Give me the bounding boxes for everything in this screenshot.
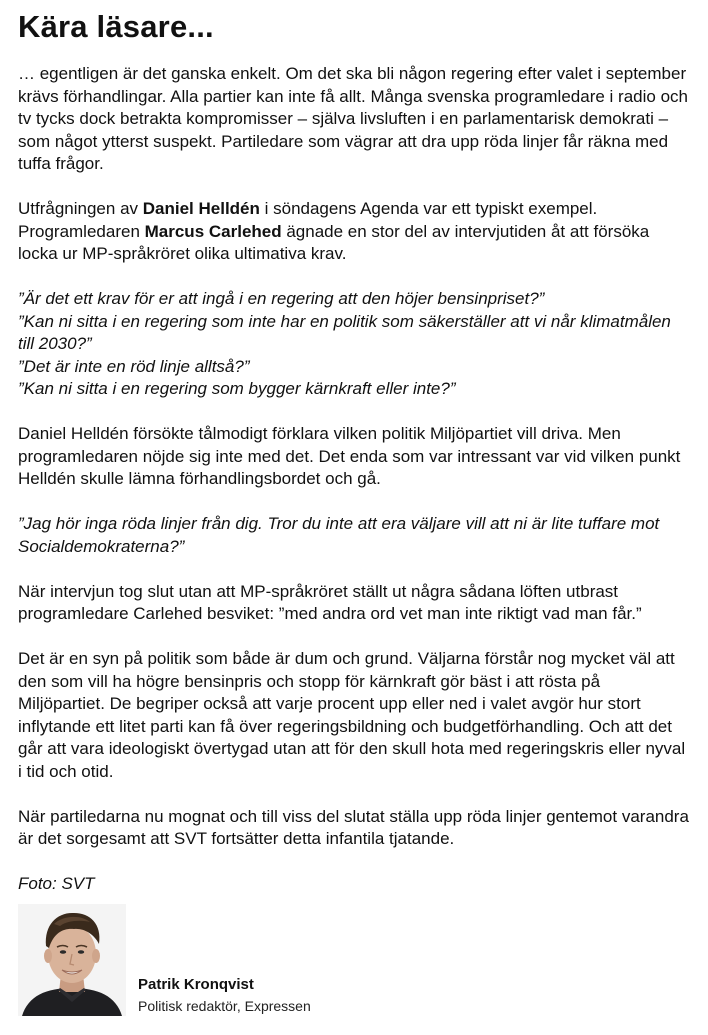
person-name-carlehed: Marcus Carlehed [144,221,282,241]
author-portrait-icon [18,904,126,1016]
paragraph-text: Utfrågningen av [18,199,143,218]
quote-line: ”Kan ni sitta i en regering som bygger kärnkraft eller inte?” [18,379,456,398]
quote-line: ”Kan ni sitta i en regering som inte har en politik som säkerställer att vi når klimatmålen till 2030?” [18,311,671,353]
photo-credit: Foto: SVT [18,874,95,893]
author-role: Politisk redaktör, Expressen [138,998,311,1014]
article-title: Kära läsare... [18,9,214,44]
intro-paragraph: … egentligen är det ganska enkelt. Om det ska bli någon regering efter valet i september krävs förhandlingar. Alla partier kan inte få allt. Många svenska programledare i radio och tv tycks dock betrakta kompromisser – själva livsluften i en parlamentarisk demokrati – som något ytterst suspekt. Partiledare som vägrar att dra upp röda linjer får räkna med tuffa frågor. [18,64,688,173]
paragraph-text: i söndagens Agenda var ett typiskt exempel. Programledaren [18,199,598,241]
paragraph-conclusion: När partiledarna nu mognat och till viss del slutat ställa upp röda linjer gentemot varandra är det sorgesamt att SVT fortsätter detta infantila tjatande. [18,806,689,848]
person-name-helldén: Daniel Helldén [142,199,260,218]
quote-line: ”Är det ett krav för er att ingå i en regering att den höjer bensinpriset?” [18,289,545,308]
quote-line: ”Det är inte en röd linje alltså?” [18,356,250,376]
author-name: Patrik Kronqvist [138,976,254,993]
paragraph-explanation: Daniel Helldén försökte tålmodigt förklara vilken politik Miljöpartiet vill driva. Men programledaren nöjde sig inte med det. Det enda som var intressant var vid vilken punkt Helldén skulle lämna förhandlingsbordet och gå. [18,424,681,488]
author-signature [18,904,618,1024]
paragraph-end-of-interview: När intervjun tog slut utan att MP-språkröret ställt ut några sådana löften utbrast programledare Carlehed besviket: ”med andra ord vet man inte riktigt vad man får.” [18,581,642,623]
quote-block [18,288,690,401]
quote-block-2: ”Jag hör inga röda linjer från dig. Tror du inte att era väljare vill att ni är lite tuffare mot Socialdemokraterna?” [18,514,660,556]
paragraph-analysis: Det är en syn på politik som både är dum och grund. Väljarna förstår nog mycket väl att den som vill ha högre bensinpris och stopp för kärnkraft gör bäst i att rösta på Miljöpartiet. De begriper också att varje procent upp eller ned i valet avgör hur stort inflytande ett litet parti kan få över regeringsbildning och budgetförhandling. Och att det går att vara ideologiskt övertygad utan att för den skull hota med regeringskris eller nyval i tid och otid. [18,649,686,781]
paragraph-interview [18,198,690,266]
paragraph-text: ägnade en stor del av intervjutiden åt att försöka locka ur MP-språkröret olika ultimativa krav. [18,221,650,263]
article-body [18,63,690,896]
